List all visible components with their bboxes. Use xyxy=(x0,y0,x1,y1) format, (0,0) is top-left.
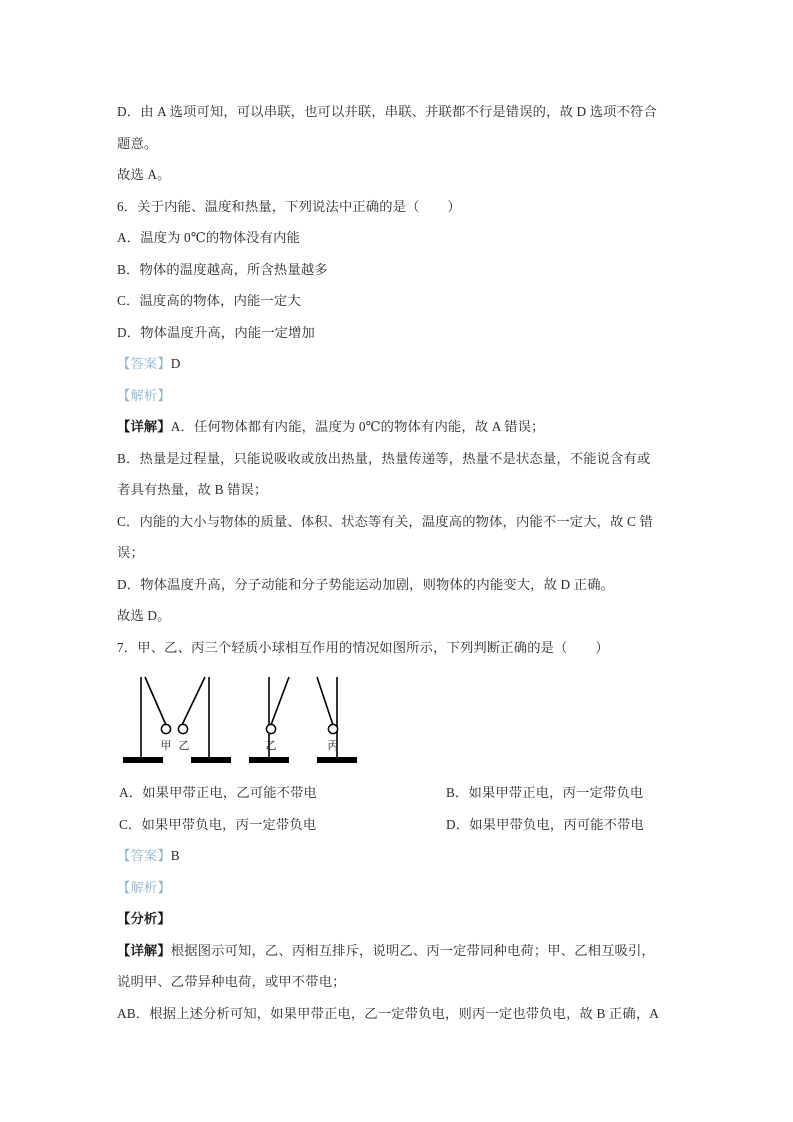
q7-option-row-2 xyxy=(117,809,679,841)
q7-detail-tag: 【详解】 xyxy=(117,942,171,958)
ball-jia xyxy=(161,724,170,733)
q6-detail-line-c1: C．内能的大小与物体的质量、体积、状态等有关，温度高的物体，内能不一定大，故 C 错 xyxy=(117,513,653,529)
q7-breakdown-tag: 【分析】 xyxy=(117,911,171,926)
q7-stem: 7．甲、乙、丙三个轻质小球相互作用的情况如图所示，下列判断正确的是（ ） xyxy=(117,639,609,655)
page-content xyxy=(117,96,679,1029)
figure-label-yi-left: 乙 xyxy=(178,740,190,752)
ball-yi-right xyxy=(266,724,275,733)
q6-detail-first-text: A．任何物体都有内能，温度为 0℃的物体有内能，故 A 错误； xyxy=(170,419,545,434)
q7-answer-row xyxy=(117,840,679,872)
stand-base-3 xyxy=(249,757,289,763)
ball-yi-left xyxy=(178,724,187,733)
stand-bases xyxy=(123,757,357,763)
q7-option-row-1 xyxy=(117,777,679,809)
q6-detail-tag: 【详解】 xyxy=(117,419,171,434)
q7-option-a: A．如果甲带正电，乙可能不带电 xyxy=(119,785,318,800)
q7-option-c: C．如果甲带负电，丙一定带负电 xyxy=(119,816,317,832)
figure-label-yi-right: 乙 xyxy=(265,740,277,752)
q6-answer-tag: 【答案】 xyxy=(117,356,171,371)
q7-answer-tag: 【答案】 xyxy=(117,848,171,863)
q7-answer-value: B xyxy=(170,848,180,863)
q6-detail-line-d: D．物体温度升高，分子动能和分子势能运动加剧，则物体的内能变大，故 D 正确。 xyxy=(117,576,615,592)
figure-label-jia: 甲 xyxy=(160,740,172,752)
q5-option-d-line1: D．由 A 选项可知，可以串联，也可以并联，串联、并联都不行是错误的，故 D 选项不符合 xyxy=(117,104,657,119)
q6-detail-line-c2: 误； xyxy=(117,545,144,560)
q6-option-c: C．温度高的物体，内能一定大 xyxy=(117,293,301,308)
string-bing xyxy=(317,677,333,725)
q6-option-b: B．物体的温度越高，所含热量越多 xyxy=(117,261,328,277)
q7-analysis-tag: 【解析】 xyxy=(117,879,171,895)
charged-balls-diagram xyxy=(119,671,379,771)
q6-option-d: D．物体温度升高，内能一定增加 xyxy=(117,324,316,340)
q7-option-d: D．如果甲带负电，丙可能不带电 xyxy=(446,816,645,832)
string-yi-left xyxy=(182,677,205,725)
q6-analysis-tag: 【解析】 xyxy=(117,387,171,403)
string-jia xyxy=(145,677,166,725)
ball-bing xyxy=(328,724,337,733)
stand-base-4 xyxy=(317,757,357,763)
q7-option-b: B．如果甲带正电，丙一定带负电 xyxy=(446,785,644,800)
q6-detail-line-b2: 者具有热量，故 B 错误； xyxy=(117,482,268,497)
q5-conclusion: 故选 A。 xyxy=(117,167,171,182)
q7-detail-first-text: 根据图示可知，乙、丙相互排斥，说明乙、丙一定带同种电荷；甲、乙相互吸引， xyxy=(170,942,655,958)
q6-answer-value: D xyxy=(170,356,181,371)
figure-label-bing: 丙 xyxy=(327,740,339,752)
q7-detail-first-line xyxy=(117,935,679,967)
stand-base-2 xyxy=(191,757,231,763)
q6-option-a: A．温度为 0℃的物体没有内能 xyxy=(117,230,300,245)
q7-detail-line-2: 说明甲、乙带异种电荷，或甲不带电； xyxy=(117,974,346,989)
q6-stem: 6．关于内能、温度和热量，下列说法中正确的是（ ） xyxy=(117,198,461,214)
q6-detail-first-line xyxy=(117,411,679,443)
stand-base-1 xyxy=(123,757,163,763)
string-yi-right xyxy=(271,677,289,725)
q6-answer-row xyxy=(117,348,679,380)
q7-detail-line-3: AB．根据上述分析可知，如果甲带正电，乙一定带负电，则丙一定也带负电，故 B 正确，A xyxy=(117,1005,660,1021)
q5-option-d-line2: 题意。 xyxy=(117,135,158,151)
charged-balls-figure xyxy=(119,671,379,771)
q6-detail-line-b1: B．热量是过程量，只能说吸收或放出热量，热量传递等，热量不是状态量，不能说含有或 xyxy=(117,450,651,466)
q6-conclusion: 故选 D。 xyxy=(117,608,171,623)
